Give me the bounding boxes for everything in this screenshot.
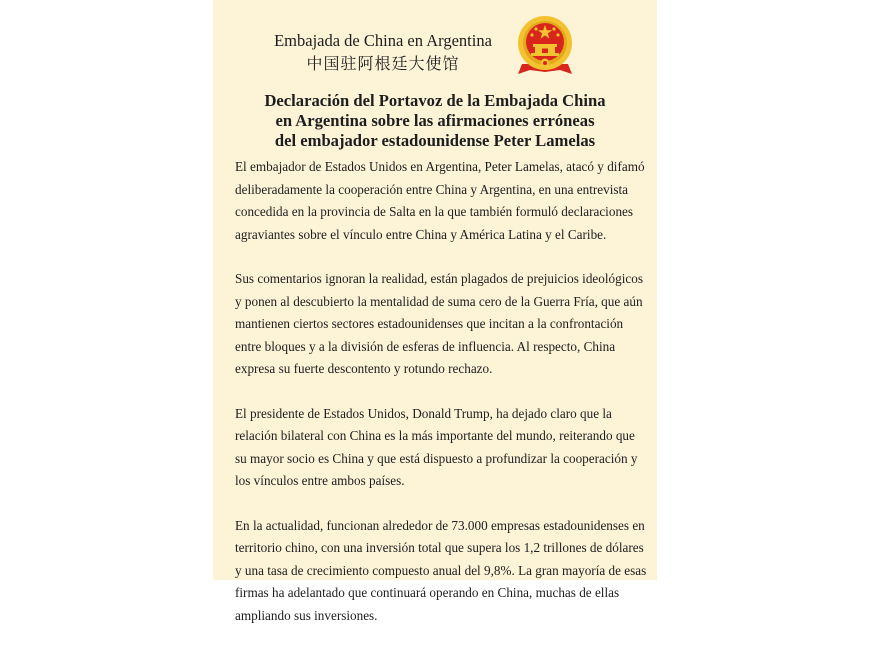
- embassy-name-chinese: 中国驻阿根廷大使馆: [306, 54, 460, 73]
- text-line: firmas ha adelantado que continuará operando en China, muchas de ellas: [235, 585, 620, 600]
- paragraph: [235, 515, 647, 628]
- national-emblem-icon: [516, 14, 574, 76]
- embassy-header: [268, 31, 498, 75]
- embassy-name-spanish: Embajada de China en Argentina: [274, 31, 492, 50]
- text-line: Sus comentarios ignoran la realidad, están plagados de prejuicios ideológicos: [235, 271, 643, 286]
- statement-title: [213, 91, 657, 151]
- paragraph: [235, 156, 645, 246]
- text-line: agraviantes sobre el vínculo entre China y América Latina y el Caribe.: [235, 226, 607, 242]
- text-line: territorio chino, con una inversión total que supera los 1,2 trillones de dólares: [235, 540, 644, 555]
- text-line: En la actualidad, funcionan alrededor de 73.000 empresas estadounidenses en: [235, 517, 645, 533]
- text-line: deliberadamente la cooperación entre China y Argentina, en una entrevista: [235, 181, 629, 197]
- text-line: El embajador de Estados Unidos en Argentina, Peter Lamelas, atacó y difamó: [235, 159, 645, 174]
- text-line: su mayor socio es China y que está dispuesto a profundizar la cooperación y: [235, 450, 638, 466]
- paragraph: [235, 268, 641, 381]
- text-line: los vínculos entre ambos países.: [235, 473, 405, 488]
- text-line: entre bloques y a la división de esferas de influencia. Al respecto, China: [235, 338, 616, 354]
- text-line: y ponen al descubierto la mentalidad de suma cero de la Guerra Fría, que aún: [235, 293, 643, 309]
- title-line: del embajador estadounidense Peter Lamelas: [274, 131, 596, 150]
- statement-body: [235, 156, 647, 649]
- text-line: concedida en la provincia de Salta en la que también formuló declaraciones: [235, 204, 634, 219]
- text-line: relación bilateral con China es la más importante del mundo, reiterando que: [235, 428, 635, 443]
- text-line: ampliando sus inversiones.: [235, 607, 378, 623]
- title-line: en Argentina sobre las afirmaciones erróneas: [275, 111, 595, 130]
- text-line: El presidente de Estados Unidos, Donald Trump, ha dejado claro que la: [235, 405, 612, 421]
- paragraph: [235, 403, 641, 493]
- text-line: y una tasa de crecimiento compuesto anual del 9,8%. La gran mayoría de esas: [235, 562, 647, 578]
- text-line: mantienen ciertos sectores estadounidenses que incitan a la confrontación: [235, 316, 624, 331]
- title-line: Declaración del Portavoz de la Embajada China: [264, 91, 606, 110]
- text-line: expresa su fuerte descontento y rotundo rechazo.: [235, 361, 493, 376]
- document-page: [213, 0, 657, 623]
